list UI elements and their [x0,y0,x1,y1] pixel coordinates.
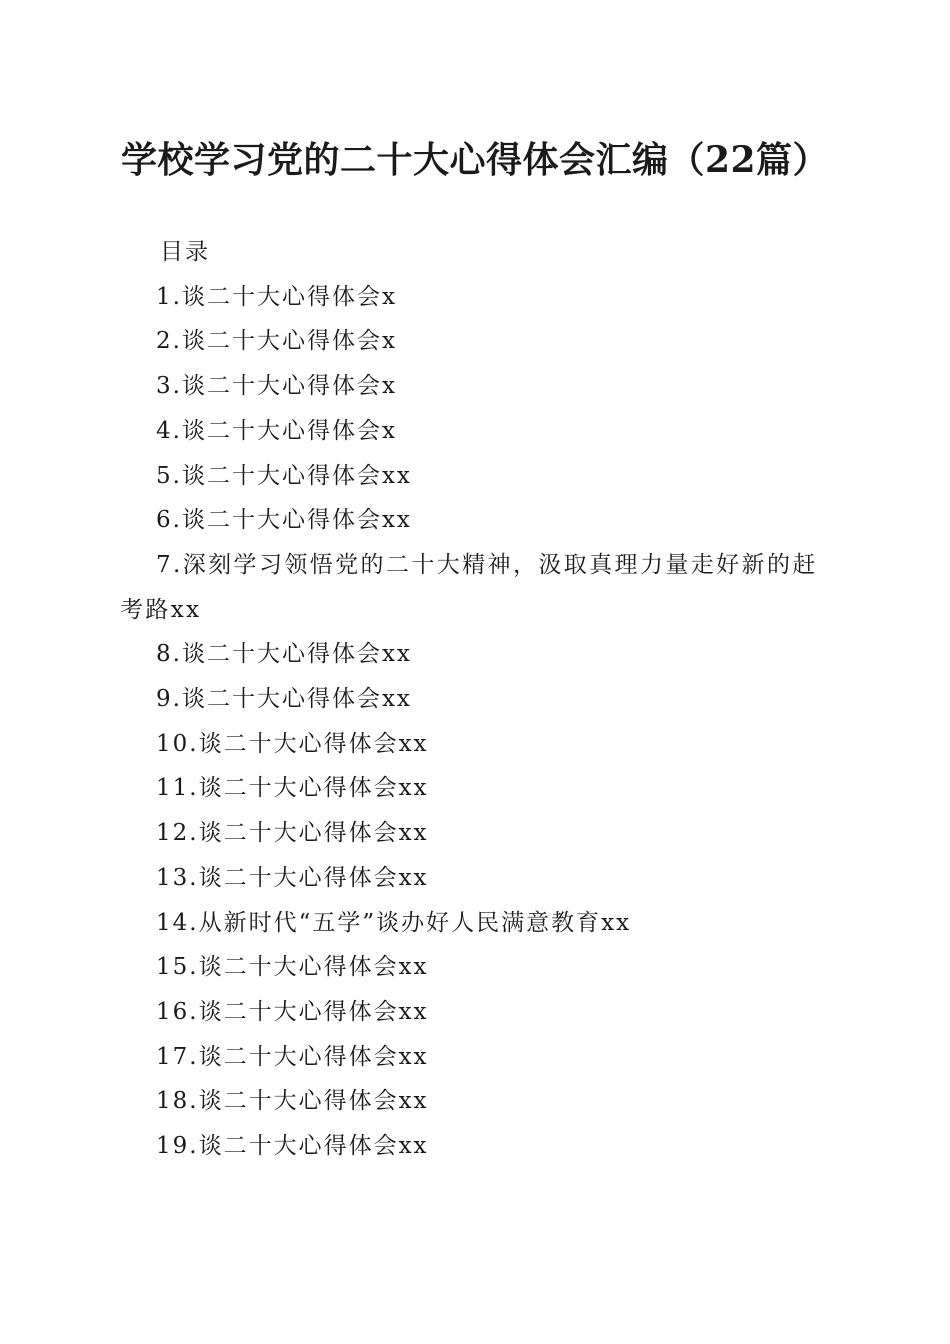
toc-item: 1.谈二十大心得体会x [156,283,397,310]
toc-item: 6.谈二十大心得体会xx [156,507,412,534]
toc-item: 16.谈二十大心得体会xx [156,998,429,1025]
toc-item: 3.谈二十大心得体会x [156,373,397,400]
toc-item: 13.谈二十大心得体会xx [156,864,429,891]
toc-item: 5.谈二十大心得体会xx [156,462,412,489]
toc-item: 11.谈二十大心得体会xx [156,775,429,802]
toc-item: 9.谈二十大心得体会xx [156,686,412,713]
table-of-contents [120,230,825,1169]
toc-item: 12.谈二十大心得体会xx [156,820,429,847]
toc-item: 19.谈二十大心得体会xx [156,1133,429,1160]
toc-item: 15.谈二十大心得体会xx [156,954,429,981]
toc-item: 8.谈二十大心得体会xx [156,641,412,668]
toc-item: 18.谈二十大心得体会xx [156,1088,429,1115]
toc-heading: 目录 [160,239,210,265]
toc-item: 14.从新时代“五学”谈办好人民满意教育xx [156,909,632,936]
toc-item: 10.谈二十大心得体会xx [156,730,429,757]
toc-item: 17.谈二十大心得体会xx [156,1043,429,1070]
toc-item: 2.谈二十大心得体会x [156,328,397,355]
document-title: 学校学习党的二十大心得体会汇编（22篇） [120,139,830,181]
toc-item: 7.深刻学习领悟党的二十大精神，汲取真理力量走好新的赶考路xx [120,551,818,623]
toc-item: 4.谈二十大心得体会x [156,417,397,444]
